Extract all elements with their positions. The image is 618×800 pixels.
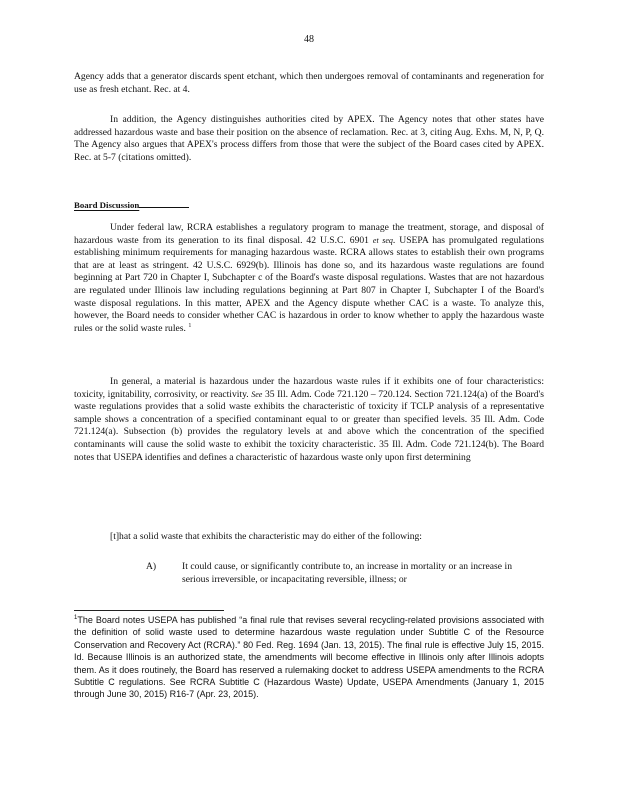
footnote [74, 614, 544, 701]
paragraph-federal-law [74, 222, 544, 335]
paragraph-distinguishes-authorities: In addition, the Agency distinguishes authorities cited by APEX. The Agency notes that other states have addressed hazardous waste and base their position on the absence of reclamation. Rec. at 3, citing Aug. Exhs. M, N, P, Q. The Agency also argues that APEX's process differs from those that were the subject of the Board cases cited by APEX. Rec. at 5-7 (citations omitted). [74, 114, 544, 163]
see-signal: See [251, 389, 263, 399]
paragraph-in-general [74, 376, 544, 464]
list-item-text: It could cause, or significantly contribute to, an increase in mortality or an increase in serious irreversible, or incapacitating reversible, illness; or [182, 561, 512, 585]
paragraph-agency-adds: Agency adds that a generator discards spent etchant, which then undergoes removal of contaminants and regeneration for use as fresh etchant. Rec. at 4. [74, 71, 544, 95]
in-general-text-b: 35 Ill. Adm. Code 721.120 – 720.124. Section 721.124(a) of the Board's waste regulations provides that a solid waste exhibits the characteristic of toxicity if TCLP analysis of a representative sample shows a concentration of a specified contaminant equal to or greater than specified levels. 35 Ill. Adm. Code 721.124(a). Subsection (b) provides the regulatory levels at and above which the concentration of the specified contaminants will cause the solid waste to exhibit the toxicity characteristic. 35 Ill. Adm. Code 721.124(b). The Board notes that USEPA identifies and defines a characteristic of hazardous waste only upon first determining [74, 388, 544, 463]
federal-law-text-b: . USEPA has promulgated regulations establishing minimum requirements for managing hazardous waste. RCRA allows states to establish their own programs that are at least as stringent. 42 U.S.C. 6929(b). Illinois has done so, and its hazardous waste regulations are found beginning at Part 720 in Chapter I, Subchapter c of the Board's waste disposal regulations. Wastes that are not hazardous are regulated under Illinois law including regulations beginning at Part 807 in Chapter I, Subchapter I of the Board's waste disposal regulations. In this matter, APEX and the Agency dispute whether CAC is a waste. To analyze this, however, the Board needs to consider whether CAC is hazardous in order to know whether to apply the hazardous waste rules or the solid waste rules. [74, 234, 544, 334]
federal-law-text-a: Under federal law, RCRA establishes a regulatory program to manage the treatment, storage, and disposal of hazardous waste from its generation to its final disposal. 42 U.S.C. 6901 [74, 222, 544, 246]
section-heading-text: Board Discussion [74, 200, 140, 210]
footnote-reference[interactable]: 1 [188, 322, 192, 329]
list-item-label: A) [146, 561, 157, 572]
heading-underline [139, 199, 189, 208]
et-seq-citation: et seq [372, 235, 393, 245]
footnote-text: The Board notes USEPA has published “a final rule that revises several recycling-related provisions associated with the definition of solid waste used to determine hazardous waste regulation under Subtitle C of the Resource Conservation and Recovery Act (RCRA).” 80 Fed. Reg. 1694 (Jan. 13, 2015). The final rule is effective July 15, 2015. Id. Because Illinois is an authorized state, the amendments will become effective in Illinois only after Illinois adopts them. As it does routinely, the Board has reserved a rulemaking docket to address USEPA amendments to the RCRA Subtitle C regulations. See RCRA Subtitle C (Hazardous Waste) Update, USEPA Amendments (January 1, 2015 through June 30, 2015) R16-7 (Apr. 23, 2015). [74, 615, 544, 700]
block-quote-intro: [t]hat a solid waste that exhibits the characteristic may do either of the following: [110, 531, 422, 542]
footnote-marker: 1 [74, 615, 78, 621]
section-heading [74, 199, 189, 212]
page-number: 48 [304, 34, 314, 45]
in-general-text-a: In general, a material is hazardous under the hazardous waste rules if it exhibits one of four characteristics: toxicity, ignitability, corrosivity, or reactivity. [74, 376, 544, 400]
footnote-divider [74, 610, 224, 611]
